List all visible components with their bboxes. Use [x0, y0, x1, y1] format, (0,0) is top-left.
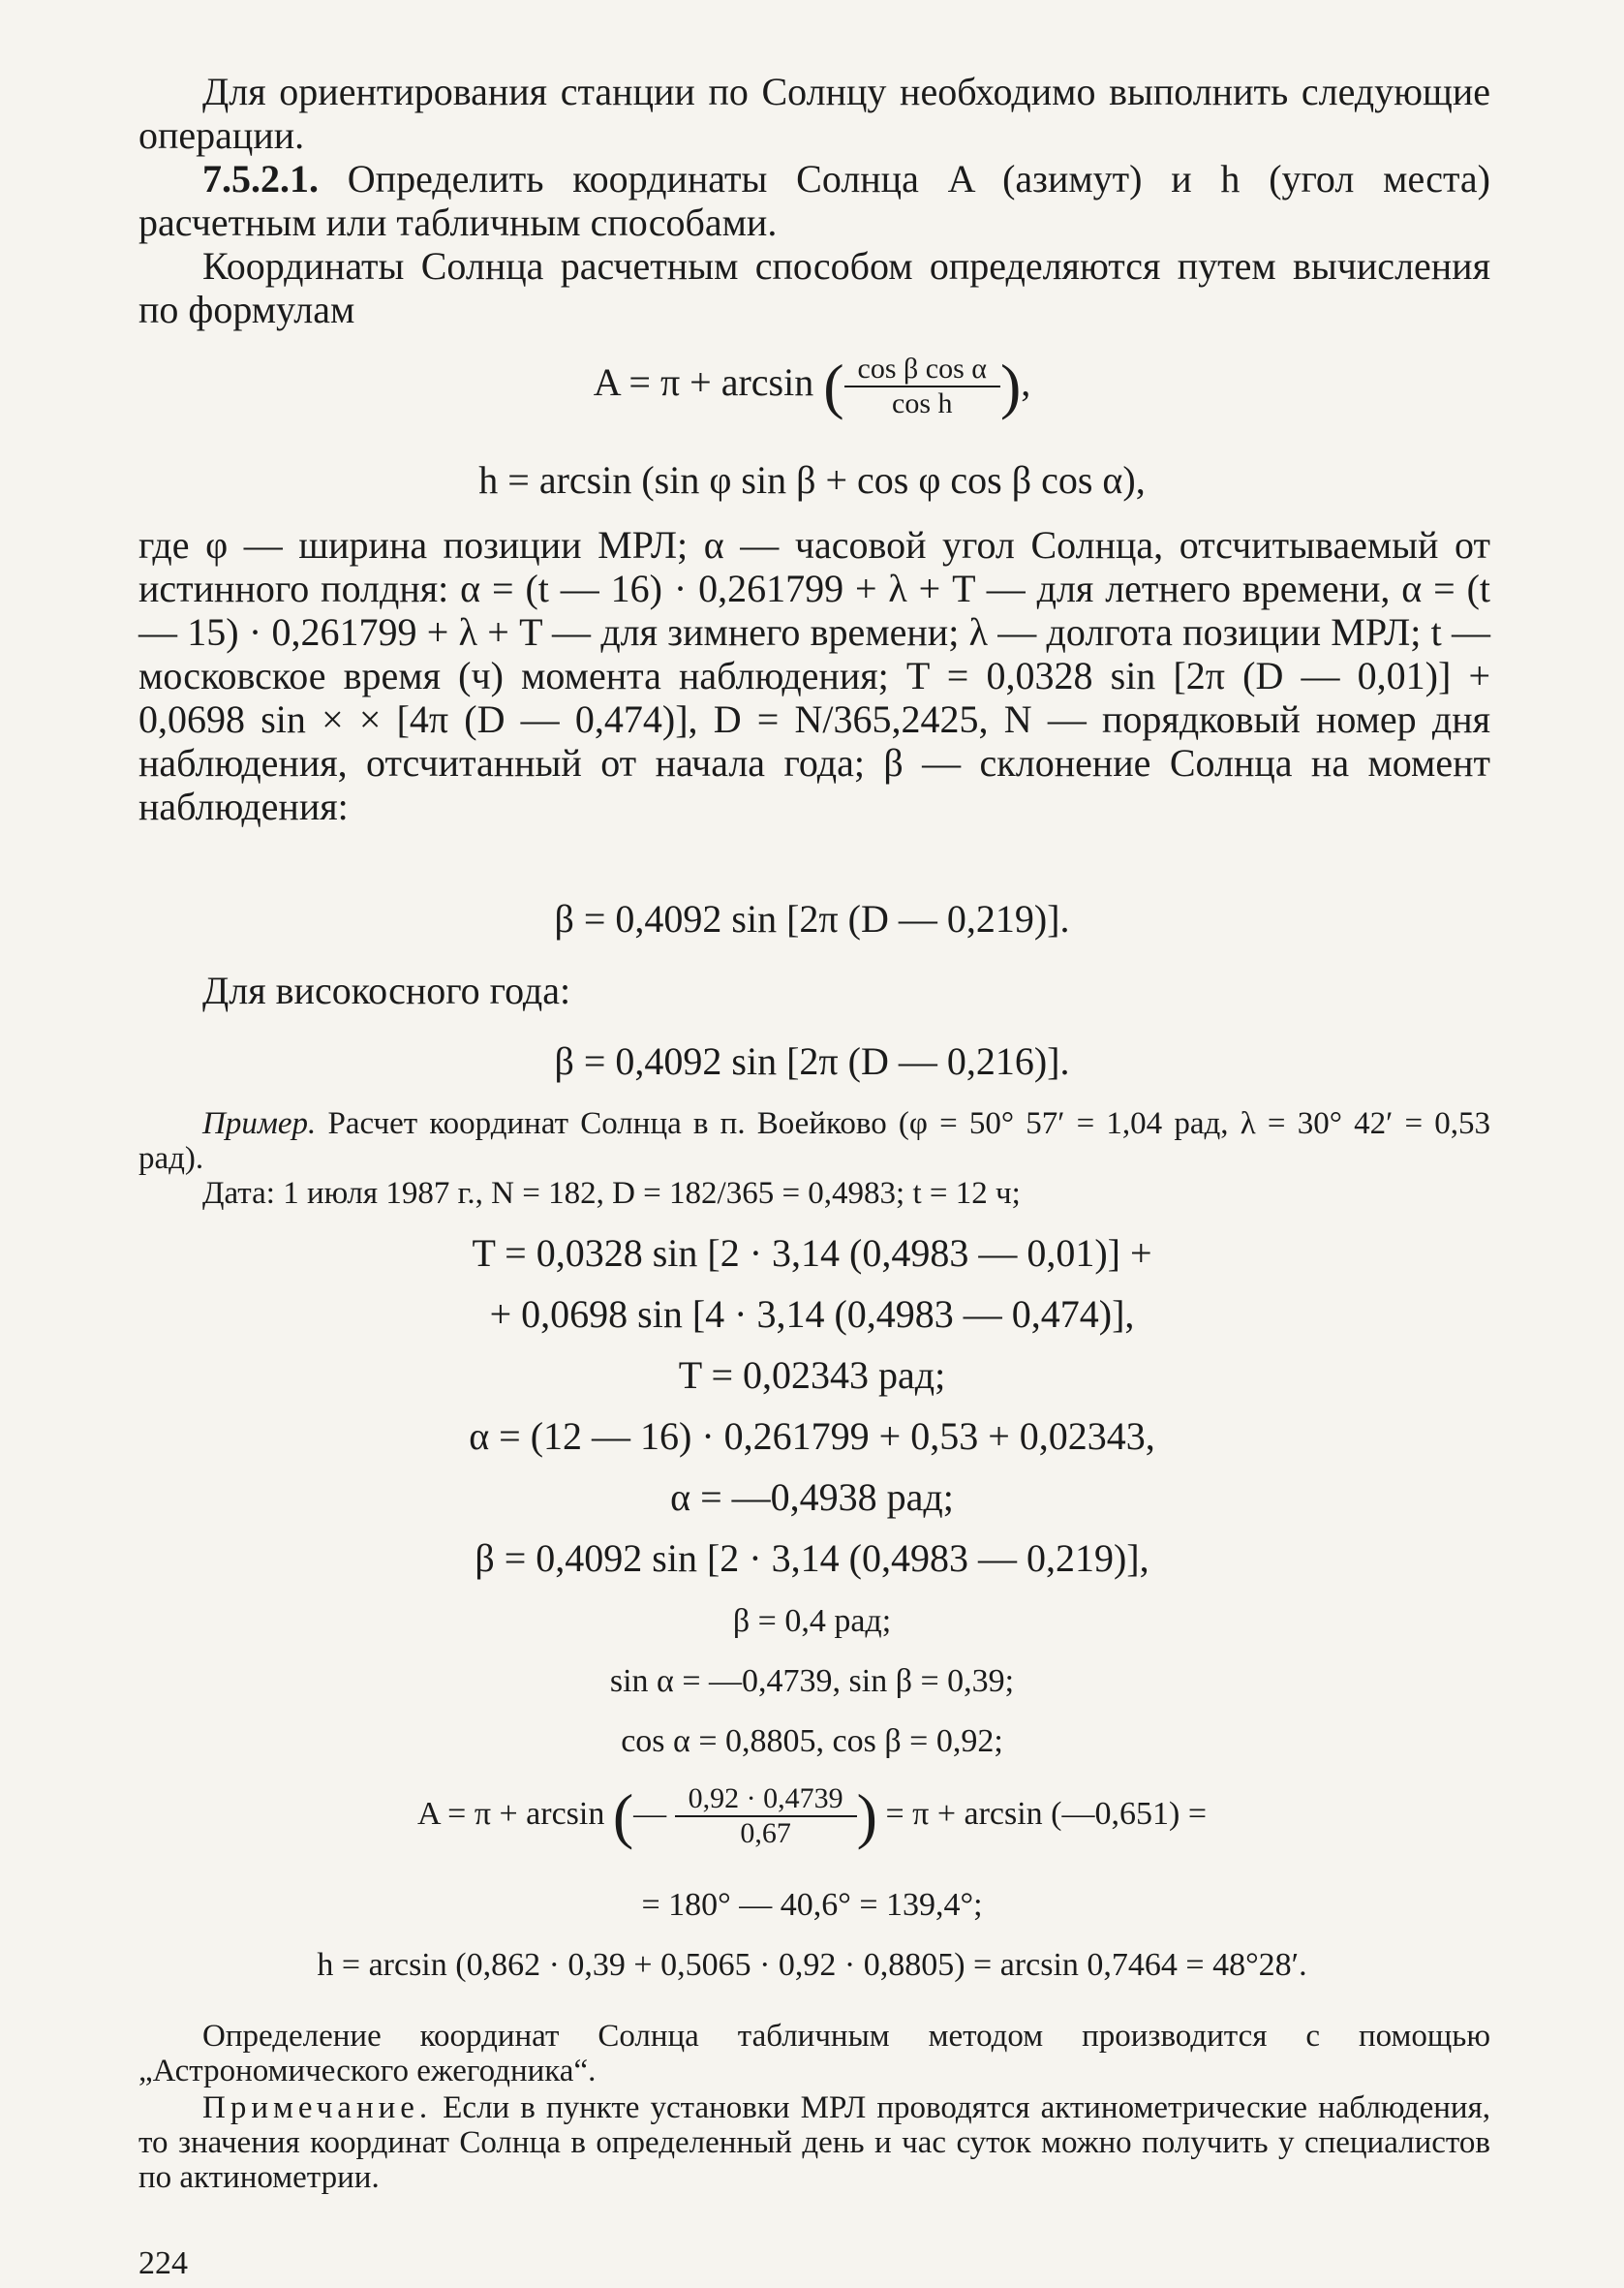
formula-azimuth: A = π + arcsin ( $\frac{\text{cos β cos α}}{\text{cos h}}$ ), [593, 352, 1031, 420]
calc-T-line1: T = 0,0328 sin [2 · 3,14 (0,4983 — 0,01)] + [472, 1231, 1152, 1275]
formula-elevation: h = arcsin (sin φ sin β + cos φ cos β cos α), [478, 458, 1146, 502]
example-label: Пример. [202, 1106, 317, 1141]
calc-azimuth-numerator: 0,92 · 0,4739 [675, 1782, 857, 1817]
example-text: Расчет координат Солнца в п. Воейково (φ = 50° 57′ = 1,04 рад, λ = 30° 42′ = 0,53 рад). [138, 1106, 1490, 1176]
example-date: Дата: 1 июля 1987 г., N = 182, D = 182/365 = 0,4983; t = 12 ч; [202, 1176, 1021, 1211]
calc-alpha-line1: α = (12 — 16) · 0,261799 + 0,53 + 0,02343, [469, 1414, 1155, 1458]
intro-text: Для ориентирования станции по Солнцу необходимо выполнить следующие операции. [138, 70, 1490, 157]
page-number: 224 [138, 2245, 188, 2281]
note-label: Примечание. [202, 2090, 433, 2125]
formula-declination-leap: β = 0,4092 sin [2π (D — 0,216)]. [554, 1039, 1070, 1083]
formula-azimuth-denominator: cos h [892, 387, 953, 419]
calc-alpha-result: α = —0,4938 рад; [670, 1475, 954, 1519]
formula-azimuth-lhs: A = π + arcsin [593, 360, 814, 405]
calc-beta-result: β = 0,4 рад; [732, 1603, 892, 1639]
section-text: Определить координаты Солнца A (азимут) и h (угол места) расчетным или табличным способами. [138, 157, 1491, 244]
calc-azimuth-lhs: A = π + arcsin [416, 1795, 605, 1832]
definitions-text: где φ — ширина позиции МРЛ; α — часовой угол Солнца, отсчитываемый от истинного полдня: α = (t — 16) · 0,261799 + λ + T — для летнего времени, α = (t — 15) · 0,261799 + λ + T — для зимнего времени; λ — долгота позиции МРЛ; t — московское время (ч) момента наблюдения; T = 0,0328 sin [2π (D — 0,01)] + 0,0698 sin × × [4π (D — 0,474)], D = N/365,2425, N — порядковый номер дня наблюдения, отсчитанный от начала года; β — склонение Солнца на момент наблюдения: [138, 523, 1490, 828]
definitions-paragraph [138, 523, 1490, 828]
calc-sin-values: sin α = —0,4739, sin β = 0,39; [609, 1663, 1015, 1699]
formula-azimuth-tail: , [1021, 360, 1031, 405]
table-method-text: Определение координат Солнца табличным методом производится с помощью „Астрономического ежегодника“. [138, 2019, 1490, 2088]
formula-azimuth-numerator: cos β cos α [844, 353, 1000, 387]
leap-year-text: Для високосного года: [202, 969, 571, 1012]
example-block [138, 1106, 1490, 1211]
calc-azimuth-result: = 180° — 40,6° = 139,4°; [641, 1887, 983, 1923]
calc-azimuth-rhs: = π + arcsin (—0,651) = [885, 1795, 1208, 1832]
calc-beta-line1: β = 0,4092 sin [2 · 3,14 (0,4983 — 0,219)], [475, 1536, 1149, 1580]
calc-T-line2: + 0,0698 sin [4 · 3,14 (0,4983 — 0,474)], [489, 1292, 1135, 1336]
calc-intro: Координаты Солнца расчетным способом определяются путем вычисления по формулам [138, 244, 1490, 331]
table-method-paragraph [138, 2019, 1490, 2088]
intro-paragraph [138, 70, 1490, 331]
calc-azimuth: A = π + arcsin (— $\frac{0,92 \cdot 0,4739}{0,67}$ ) = π + arcsin (—0,651) = [416, 1781, 1208, 1850]
leap-year-paragraph [138, 969, 1490, 1012]
calc-cos-values: cos α = 0,8805, cos β = 0,92; [621, 1723, 1003, 1759]
note-paragraph [138, 2090, 1490, 2195]
calc-elevation-result: h = arcsin (0,862 · 0,39 + 0,5065 · 0,92 · 0,8805) = arcsin 0,7464 = 48°28′. [317, 1947, 1307, 1983]
note-text: Если в пункте установки МРЛ проводятся актинометрические наблюдения, то значения координат Солнца в определенный день и час суток можно получить у специалистов по актинометрии. [138, 2090, 1491, 2195]
calc-azimuth-denominator: 0,67 [740, 1817, 791, 1849]
section-paragraph [138, 157, 1490, 244]
section-number: 7.5.2.1. [202, 157, 319, 201]
formula-declination: β = 0,4092 sin [2π (D — 0,219)]. [554, 897, 1070, 941]
calc-T-result: T = 0,02343 рад; [678, 1353, 946, 1397]
